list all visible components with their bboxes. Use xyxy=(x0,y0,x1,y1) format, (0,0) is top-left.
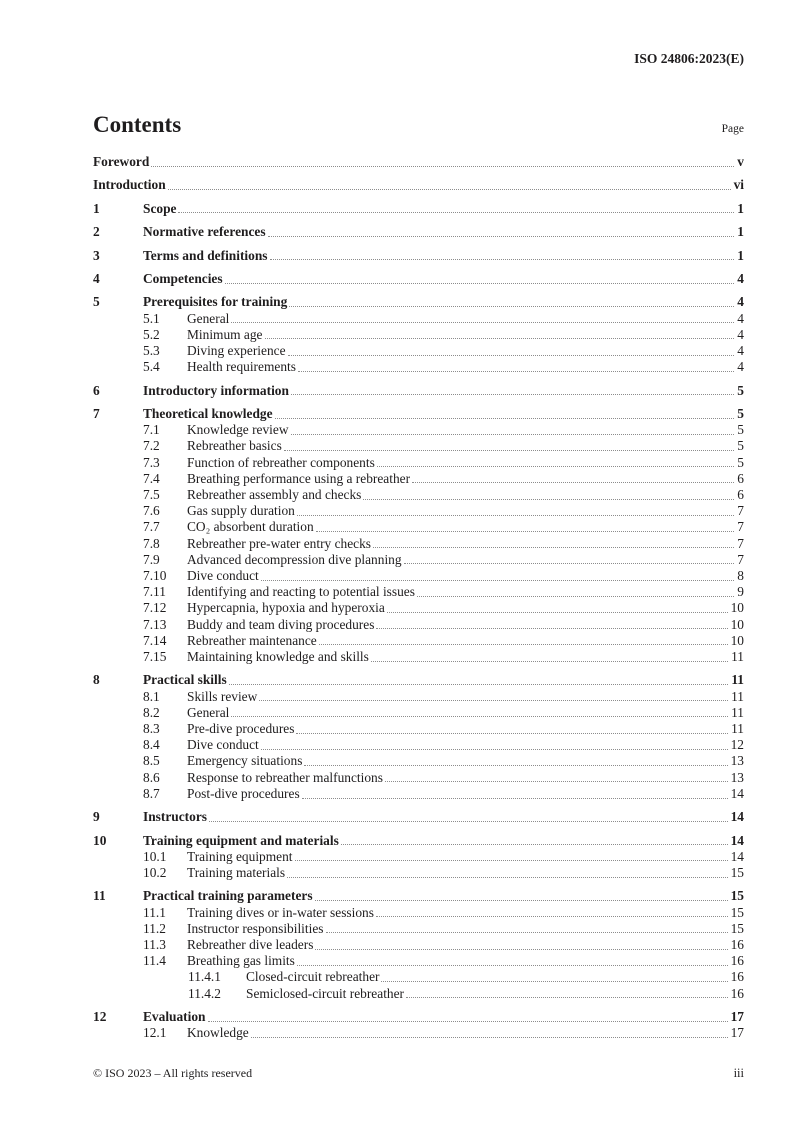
toc-entry-title: Skills review xyxy=(187,688,258,704)
toc-entry xyxy=(93,224,744,240)
toc-entry-number: 10.2 xyxy=(143,864,167,880)
toc-entry xyxy=(93,617,744,633)
toc-entry-number: 8.1 xyxy=(143,688,160,704)
toc-entry-title: Training dives or in-water sessions xyxy=(187,904,374,920)
toc-entry-number: 2 xyxy=(93,224,100,240)
toc-entry-title: Rebreather basics xyxy=(187,438,282,454)
toc-entry-title: Theoretical knowledge xyxy=(143,405,273,421)
toc-entry-title: Rebreather pre-water entry checks xyxy=(187,535,372,551)
toc-entry-number: 6 xyxy=(93,382,100,398)
toc-entry-page: 16 xyxy=(730,985,744,1001)
toc-entry-page: 16 xyxy=(730,953,744,969)
toc-dotted-leader xyxy=(298,371,734,372)
toc-entry xyxy=(93,937,744,953)
toc-entry-number: 7.9 xyxy=(143,551,160,567)
toc-entry-number: 7.15 xyxy=(143,648,167,664)
toc-entry-page: 15 xyxy=(730,904,744,920)
toc-entry-number: 11.4 xyxy=(143,953,166,969)
toc-entry-title: Post-dive procedures xyxy=(187,785,300,801)
toc-entry-title: Terms and definitions xyxy=(143,247,268,263)
toc-entry-number: 5.3 xyxy=(143,342,160,358)
toc-entry xyxy=(93,649,744,665)
toc-entry-title: Closed-circuit rebreather xyxy=(246,969,380,985)
toc-entry-title: Breathing gas limits xyxy=(187,953,295,969)
toc-entry xyxy=(93,383,744,399)
toc-entry-title: Practical skills xyxy=(143,672,227,688)
toc-entry-title: Normative references xyxy=(143,224,266,240)
toc-entry-page: 14 xyxy=(730,809,744,825)
toc-dotted-leader xyxy=(377,466,735,467)
toc-entry xyxy=(93,471,744,487)
contents-header xyxy=(93,112,744,138)
toc-dotted-leader xyxy=(406,997,728,998)
toc-entry-number: 10.1 xyxy=(143,848,167,864)
toc-entry-number: 7.3 xyxy=(143,454,160,470)
toc-dotted-leader xyxy=(284,450,734,451)
toc-entry-page: 9 xyxy=(737,584,744,600)
toc-entry-number: 4 xyxy=(93,270,100,286)
toc-dotted-leader xyxy=(208,1021,728,1022)
toc-entry xyxy=(93,584,744,600)
toc-entry-number: 5.2 xyxy=(143,326,160,342)
toc-entry-page: 8 xyxy=(737,567,744,583)
toc-dotted-leader xyxy=(209,821,728,822)
toc-entry-number: 10 xyxy=(93,832,107,848)
toc-dotted-leader xyxy=(326,932,728,933)
toc-entry xyxy=(93,536,744,552)
toc-entry xyxy=(93,689,744,705)
toc-entry-title: Dive conduct xyxy=(187,567,259,583)
toc-dotted-leader xyxy=(288,355,735,356)
toc-entry-title: Training materials xyxy=(187,864,286,880)
toc-entry-page: 15 xyxy=(730,888,744,904)
toc-entry-number: 11.2 xyxy=(143,920,166,936)
toc-entry xyxy=(93,633,744,649)
toc-entry-title: Instructor responsibilities xyxy=(187,920,324,936)
toc-entry xyxy=(93,833,744,849)
toc-dotted-leader xyxy=(231,716,728,717)
toc-entry-title: Minimum age xyxy=(187,326,263,342)
toc-dotted-leader xyxy=(275,418,735,419)
toc-entry xyxy=(93,359,744,375)
toc-entry-number: 7.7 xyxy=(143,519,160,535)
toc-entry xyxy=(93,552,744,568)
toc-entry xyxy=(93,888,744,904)
toc-entry-number: 7.14 xyxy=(143,632,167,648)
toc-entry-page: 11 xyxy=(731,720,744,736)
toc-dotted-leader xyxy=(261,580,735,581)
toc-entry-number: 7.12 xyxy=(143,600,167,616)
toc-entry-title: Foreword xyxy=(93,154,150,169)
toc-entry-page: 14 xyxy=(730,848,744,864)
toc-dotted-leader xyxy=(376,916,728,917)
toc-entry-number: 12.1 xyxy=(143,1025,167,1041)
toc-entry-title: Training equipment xyxy=(187,848,293,864)
toc-dotted-leader xyxy=(291,394,734,395)
toc-entry xyxy=(93,1025,744,1041)
toc-entry xyxy=(93,438,744,454)
toc-entry-page: 14 xyxy=(730,785,744,801)
toc-dotted-leader xyxy=(259,700,728,701)
toc-entry-title: General xyxy=(187,704,230,720)
toc-dotted-leader xyxy=(178,212,734,213)
toc-entry xyxy=(93,455,744,471)
toc-entry-page: 13 xyxy=(730,753,744,769)
toc-entry-number: 8.7 xyxy=(143,785,160,801)
toc-entry-number: 8.4 xyxy=(143,737,160,753)
toc-entry-page: 12 xyxy=(730,737,744,753)
toc-entry-title: Maintaining knowledge and skills xyxy=(187,648,369,664)
toc-entry-page: 1 xyxy=(737,247,744,263)
toc-entry xyxy=(93,770,744,786)
toc-dotted-leader xyxy=(302,798,728,799)
toc-entry-title: Gas supply duration xyxy=(187,503,295,519)
toc-entry-title: Instructors xyxy=(143,809,207,825)
toc-entry-page: 15 xyxy=(730,920,744,936)
toc-dotted-leader xyxy=(151,166,734,167)
toc-entry xyxy=(93,600,744,616)
toc-entry-number: 11.3 xyxy=(143,936,166,952)
toc-entry-number: 7.10 xyxy=(143,567,167,583)
toc-dotted-leader xyxy=(315,900,728,901)
toc-entry xyxy=(93,327,744,343)
toc-dotted-leader xyxy=(387,612,728,613)
toc-dotted-leader xyxy=(289,306,734,307)
document-reference: ISO 24806:2023(E) xyxy=(634,51,744,66)
toc-dotted-leader xyxy=(417,596,734,597)
toc-dotted-leader xyxy=(291,434,735,435)
toc-entry-number: 8.6 xyxy=(143,769,160,785)
toc-dotted-leader xyxy=(341,844,728,845)
toc-entry xyxy=(93,487,744,503)
toc-entry-page: 5 xyxy=(737,422,744,438)
toc-entry-page: vi xyxy=(733,177,744,193)
toc-dotted-leader xyxy=(270,259,735,260)
toc-dotted-leader xyxy=(168,189,731,190)
toc-entry-number: 8.5 xyxy=(143,753,160,769)
toc-entry xyxy=(93,986,744,1002)
toc-entry xyxy=(93,311,744,327)
toc-entry-page: 4 xyxy=(737,326,744,342)
toc-entry-page: 4 xyxy=(737,270,744,286)
toc-entry-title: Dive conduct xyxy=(187,737,259,753)
toc-entry-title: Pre-dive procedures xyxy=(187,720,295,736)
toc-entry-title: Rebreather assembly and checks xyxy=(187,486,362,502)
toc-entry-number: 3 xyxy=(93,247,100,263)
toc-entry-number: 8.2 xyxy=(143,704,160,720)
toc-entry-page: 6 xyxy=(737,470,744,486)
toc-entry xyxy=(93,849,744,865)
toc-entry-title: Knowledge review xyxy=(187,422,289,438)
toc-entry-title: Advanced decompression dive planning xyxy=(187,551,402,567)
toc-entry xyxy=(93,343,744,359)
toc-entry-number: 12 xyxy=(93,1008,107,1024)
copyright-notice: © ISO 2023 – All rights reserved xyxy=(93,1066,253,1080)
toc-entry-page: 5 xyxy=(737,454,744,470)
toc-entry xyxy=(93,753,744,769)
toc-dotted-leader xyxy=(225,283,735,284)
toc-entry xyxy=(93,969,744,985)
toc-dotted-leader xyxy=(376,628,727,629)
toc-entry xyxy=(93,154,744,170)
toc-entry xyxy=(93,672,744,688)
toc-entry xyxy=(93,294,744,310)
toc-entry-number: 8.3 xyxy=(143,720,160,736)
toc-entry-number: 7 xyxy=(93,405,100,421)
contents-title: Contents xyxy=(93,112,182,137)
toc-entry-title: Competencies xyxy=(143,270,223,286)
toc-entry-title: Buddy and team diving procedures xyxy=(187,616,375,632)
toc-dotted-leader xyxy=(287,877,728,878)
toc-dotted-leader xyxy=(404,563,735,564)
toc-entry-page: 11 xyxy=(731,688,744,704)
toc-entry-title: Rebreather dive leaders xyxy=(187,936,314,952)
toc-entry-page: 4 xyxy=(737,342,744,358)
toc-dotted-leader xyxy=(265,338,735,339)
toc-entry xyxy=(93,177,744,193)
toc-dotted-leader xyxy=(231,322,734,323)
table-of-contents xyxy=(93,154,744,1041)
toc-entry-page: 16 xyxy=(730,936,744,952)
toc-dotted-leader xyxy=(381,981,727,982)
toc-entry-number: 7.11 xyxy=(143,584,166,600)
toc-entry xyxy=(93,809,744,825)
toc-entry xyxy=(93,248,744,264)
toc-entry xyxy=(93,921,744,937)
toc-entry-title: Diving experience xyxy=(187,342,286,358)
toc-entry-page: 1 xyxy=(737,200,744,216)
toc-entry-title: Knowledge xyxy=(187,1025,249,1041)
toc-entry xyxy=(93,568,744,584)
toc-entry-title: General xyxy=(187,310,230,326)
toc-entry-title: Practical training parameters xyxy=(143,888,313,904)
toc-entry-number: 7.13 xyxy=(143,616,167,632)
toc-entry-title: Rebreather maintenance xyxy=(187,632,317,648)
toc-entry-page: 11 xyxy=(731,672,744,688)
toc-entry xyxy=(93,271,744,287)
toc-entry xyxy=(93,865,744,881)
toc-entry-number: 11.1 xyxy=(143,904,166,920)
toc-entry-page: 10 xyxy=(730,616,744,632)
toc-entry xyxy=(93,422,744,438)
toc-entry-page: 5 xyxy=(737,438,744,454)
toc-entry-title: Identifying and reacting to potential issues xyxy=(187,584,415,600)
toc-entry-page: 10 xyxy=(730,600,744,616)
toc-entry xyxy=(93,406,744,422)
toc-entry-number: 7.6 xyxy=(143,503,160,519)
toc-entry-number: 5.1 xyxy=(143,310,160,326)
toc-dotted-leader xyxy=(371,661,728,662)
toc-entry-title: Introductory information xyxy=(143,382,289,398)
toc-dotted-leader xyxy=(315,949,727,950)
toc-entry-page: 5 xyxy=(737,405,744,421)
toc-entry-page: 7 xyxy=(737,519,744,535)
toc-entry-page: 4 xyxy=(737,294,744,310)
toc-entry-title: Semiclosed-circuit rebreather xyxy=(246,985,405,1001)
toc-entry-number: 11.4.2 xyxy=(188,985,221,1001)
toc-entry-number: 11 xyxy=(93,888,106,904)
page-footer xyxy=(93,1066,744,1081)
toc-entry xyxy=(93,737,744,753)
toc-entry-number: 11.4.1 xyxy=(188,969,221,985)
toc-entry-page: 1 xyxy=(737,224,744,240)
toc-entry-page: 7 xyxy=(737,535,744,551)
toc-entry xyxy=(93,953,744,969)
toc-entry-number: 8 xyxy=(93,672,100,688)
toc-dotted-leader xyxy=(297,515,734,516)
toc-entry-page: v xyxy=(737,154,744,169)
toc-entry-number: 7.5 xyxy=(143,486,160,502)
toc-dotted-leader xyxy=(261,749,728,750)
toc-entry-page: 10 xyxy=(730,632,744,648)
toc-entry-page: 5 xyxy=(737,382,744,398)
toc-entry-number: 9 xyxy=(93,809,100,825)
toc-entry-number: 7.2 xyxy=(143,438,160,454)
page-number: iii xyxy=(733,1066,744,1080)
toc-entry xyxy=(93,786,744,802)
toc-entry-number: 7.1 xyxy=(143,422,160,438)
toc-dotted-leader xyxy=(363,499,734,500)
toc-entry xyxy=(93,721,744,737)
toc-entry-page: 7 xyxy=(737,503,744,519)
toc-entry-number: 5.4 xyxy=(143,359,160,375)
toc-dotted-leader xyxy=(297,965,728,966)
toc-entry-number: 7.8 xyxy=(143,535,160,551)
toc-entry-title: CO₂ absorbent duration xyxy=(187,519,314,535)
toc-entry-page: 15 xyxy=(730,864,744,880)
toc-entry xyxy=(93,905,744,921)
toc-entry xyxy=(93,201,744,217)
toc-entry-title: Prerequisites for training xyxy=(143,294,288,310)
page-column-label: Page xyxy=(721,123,744,135)
toc-entry-page: 17 xyxy=(730,1025,744,1041)
toc-entry-number: 7.4 xyxy=(143,470,160,486)
toc-dotted-leader xyxy=(295,860,728,861)
toc-entry-title: Health requirements xyxy=(187,359,296,375)
toc-entry-number: 5 xyxy=(93,294,100,310)
toc-entry-page: 16 xyxy=(730,969,744,985)
toc-entry-page: 14 xyxy=(730,832,744,848)
toc-dotted-leader xyxy=(268,236,735,237)
toc-entry-title: Hypercapnia, hypoxia and hyperoxia xyxy=(187,600,385,616)
toc-entry-title: Emergency situations xyxy=(187,753,303,769)
toc-entry-title: Function of rebreather components xyxy=(187,454,375,470)
toc-dotted-leader xyxy=(229,684,729,685)
toc-dotted-leader xyxy=(385,781,728,782)
toc-entry-title: Breathing performance using a rebreather xyxy=(187,470,411,486)
toc-entry-page: 4 xyxy=(737,359,744,375)
toc-entry-title: Training equipment and materials xyxy=(143,832,339,848)
toc-dotted-leader xyxy=(251,1037,728,1038)
toc-entry-page: 11 xyxy=(731,704,744,720)
toc-dotted-leader xyxy=(296,733,728,734)
toc-dotted-leader xyxy=(412,482,734,483)
toc-entry-title: Introduction xyxy=(93,177,166,193)
toc-entry-page: 11 xyxy=(731,648,744,664)
toc-entry-page: 13 xyxy=(730,769,744,785)
page-content xyxy=(0,50,793,1041)
toc-entry xyxy=(93,519,744,535)
toc-entry-page: 7 xyxy=(737,551,744,567)
toc-entry-page: 4 xyxy=(737,310,744,326)
toc-entry-page: 17 xyxy=(730,1008,744,1024)
toc-entry xyxy=(93,1009,744,1025)
toc-entry-page: 6 xyxy=(737,486,744,502)
toc-entry-title: Evaluation xyxy=(143,1008,206,1024)
toc-entry-title: Response to rebreather malfunctions xyxy=(187,769,383,785)
toc-dotted-leader xyxy=(304,765,727,766)
toc-dotted-leader xyxy=(316,531,735,532)
toc-entry xyxy=(93,705,744,721)
toc-entry-title: Scope xyxy=(143,200,177,216)
toc-entry xyxy=(93,503,744,519)
toc-entry-number: 1 xyxy=(93,200,100,216)
toc-dotted-leader xyxy=(373,547,734,548)
toc-dotted-leader xyxy=(319,644,728,645)
